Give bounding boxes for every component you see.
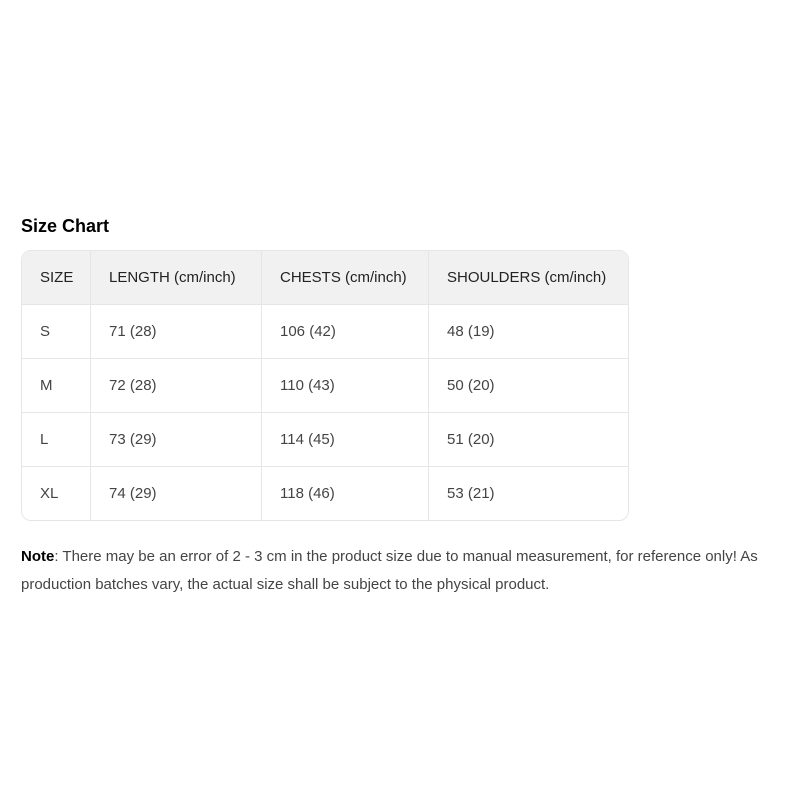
cell-length: 72 (28) xyxy=(91,359,262,413)
table-row xyxy=(22,359,628,413)
cell-shoulders: 50 (20) xyxy=(429,359,629,413)
header-shoulders: SHOULDERS (cm/inch) xyxy=(429,251,629,305)
cell-length: 74 (29) xyxy=(91,467,262,521)
header-chests: CHESTS (cm/inch) xyxy=(262,251,429,305)
table-header-row xyxy=(22,251,628,305)
table-row xyxy=(22,305,628,359)
table-row xyxy=(22,413,628,467)
table-row xyxy=(22,467,628,521)
cell-size: L xyxy=(22,413,91,467)
header-size: SIZE xyxy=(22,251,91,305)
cell-length: 71 (28) xyxy=(91,305,262,359)
cell-size: M xyxy=(22,359,91,413)
size-chart-section xyxy=(21,215,806,599)
cell-length: 73 (29) xyxy=(91,413,262,467)
cell-shoulders: 51 (20) xyxy=(429,413,629,467)
cell-chests: 118 (46) xyxy=(262,467,429,521)
note-label: Note xyxy=(21,548,55,565)
cell-size: S xyxy=(22,305,91,359)
header-length: LENGTH (cm/inch) xyxy=(91,251,262,305)
cell-chests: 110 (43) xyxy=(262,359,429,413)
cell-size: XL xyxy=(22,467,91,521)
size-chart-table-container xyxy=(21,250,629,521)
cell-shoulders: 48 (19) xyxy=(429,305,629,359)
size-chart-title: Size Chart xyxy=(21,216,110,236)
size-note xyxy=(21,543,806,599)
note-text: : There may be an error of 2 - 3 cm in the product size due to manual measurement, for reference only! As production batches vary, the actual size shall be subject to the physical product. xyxy=(21,548,758,593)
size-chart-table xyxy=(22,251,628,520)
cell-chests: 106 (42) xyxy=(262,305,429,359)
cell-chests: 114 (45) xyxy=(262,413,429,467)
cell-shoulders: 53 (21) xyxy=(447,485,495,502)
